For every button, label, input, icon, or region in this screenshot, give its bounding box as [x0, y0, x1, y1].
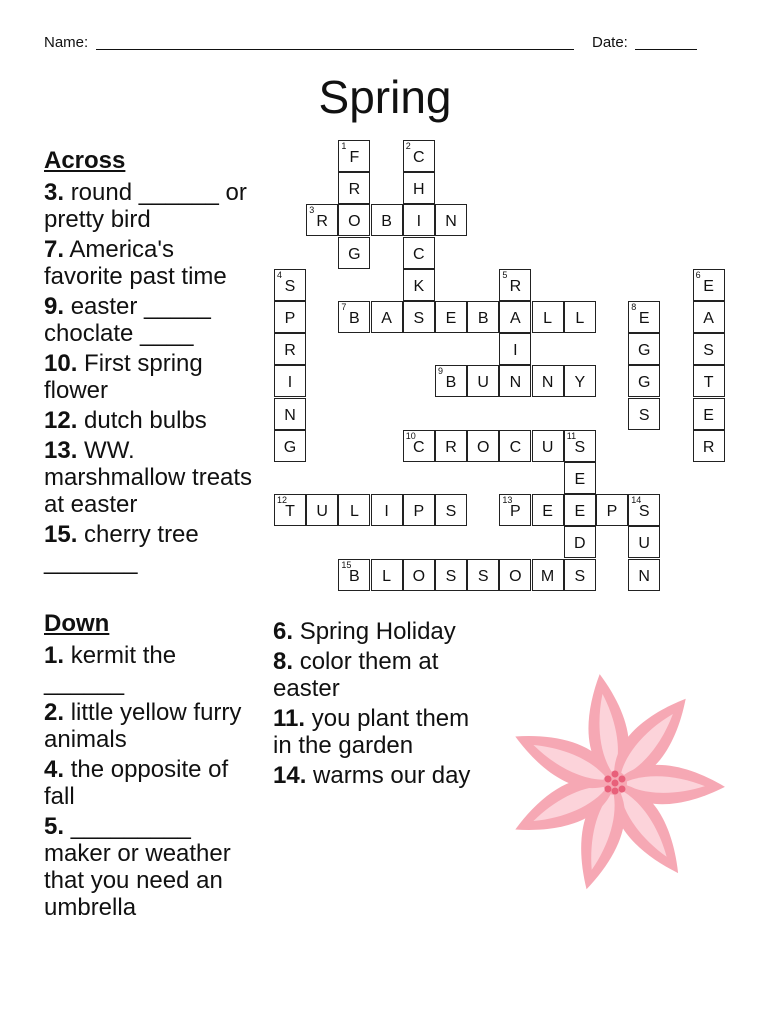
crossword-cell[interactable] [499, 333, 531, 365]
cell-letter: A [510, 310, 521, 327]
clue-text: little yellow furry animals [44, 699, 242, 753]
cell-number: 5 [502, 269, 508, 280]
crossword-cell[interactable] [403, 204, 435, 236]
cell-letter: U [477, 374, 489, 392]
across-clue [44, 521, 254, 575]
cell-letter: R [284, 342, 296, 360]
clue-number: 15. [44, 521, 78, 548]
crossword-cell[interactable] [338, 301, 370, 333]
cell-number: 8 [631, 302, 637, 312]
cell-letter: R [509, 277, 522, 295]
crossword-cell[interactable] [274, 365, 306, 397]
clue-number: 10. [44, 350, 78, 377]
cell-letter: C [413, 149, 425, 166]
cell-letter: U [316, 503, 328, 521]
clue-number: 2. [44, 699, 65, 726]
clue-text: the opposite of fall [44, 756, 229, 810]
cell-letter: G [348, 245, 361, 263]
crossword-cell[interactable] [532, 301, 564, 333]
date-label: Date: [592, 34, 628, 51]
cell-letter: S [284, 277, 296, 295]
cell-number: 2 [405, 141, 411, 151]
cell-letter: L [543, 310, 553, 327]
crossword-cell[interactable] [628, 333, 660, 365]
crossword-cell[interactable] [338, 237, 370, 269]
crossword-cell[interactable] [564, 526, 596, 558]
cell-letter: I [416, 213, 422, 231]
cell-letter: G [637, 342, 651, 360]
cell-letter: U [541, 438, 554, 456]
clue-number: 4. [44, 756, 65, 783]
crossword-cell[interactable] [435, 430, 467, 462]
clue-text: America's favorite past time [44, 236, 227, 290]
crossword-cell[interactable] [499, 559, 531, 591]
crossword-cell[interactable] [435, 301, 467, 333]
cell-letter: G [637, 374, 651, 392]
clue-number: 6. [273, 618, 294, 645]
crossword-cell[interactable] [403, 172, 435, 204]
cell-letter: S [574, 567, 586, 585]
crossword-cell[interactable] [628, 494, 660, 526]
clue-text: kermit the ______ [44, 642, 177, 696]
cell-letter: E [542, 503, 553, 521]
across-clues [44, 147, 254, 578]
crossword-cell[interactable] [564, 430, 596, 462]
crossword-cell[interactable] [338, 140, 370, 172]
across-clue [44, 437, 254, 518]
crossword-cell[interactable] [693, 301, 725, 333]
cell-letter: S [638, 503, 650, 521]
cell-letter: I [513, 342, 518, 360]
crossword-cell[interactable] [274, 333, 306, 365]
cell-letter: E [703, 277, 714, 295]
down-clues [44, 610, 259, 924]
down-clue [273, 648, 473, 702]
down-clue [273, 705, 473, 759]
cell-letter: L [382, 567, 392, 585]
clue-number: 14. [273, 762, 307, 789]
clue-text: you plant them in the garden [273, 705, 470, 759]
cell-number: 13 [502, 495, 513, 506]
clue-text: warms our day [313, 762, 471, 789]
cell-number: 9 [438, 366, 444, 377]
crossword-cell[interactable] [467, 365, 499, 397]
crossword-cell[interactable] [693, 430, 725, 462]
clue-number: 7. [44, 236, 65, 263]
crossword-cell[interactable] [403, 559, 435, 591]
crossword-cell[interactable] [499, 494, 531, 526]
cell-letter: L [575, 310, 585, 327]
cell-letter: S [703, 342, 714, 360]
clue-text: WW. marshmallow treats at easter [44, 437, 253, 518]
clue-number: 9. [44, 293, 65, 320]
clue-text: Spring Holiday [299, 618, 456, 645]
cell-letter: N [509, 374, 522, 392]
name-line[interactable] [96, 49, 574, 50]
clue-text: First spring flower [44, 350, 203, 404]
cell-letter: Y [574, 374, 586, 392]
down-clue [44, 813, 259, 921]
cell-letter: P [284, 310, 296, 327]
cell-number: 15 [341, 559, 352, 570]
clue-text: round ______ or pretty bird [44, 179, 247, 233]
down-clue [44, 756, 259, 810]
crossword-cell[interactable] [628, 559, 660, 591]
crossword-cell[interactable] [532, 559, 564, 591]
crossword-cell[interactable] [564, 301, 596, 333]
clue-number: 11. [273, 705, 306, 732]
clue-text: easter _____ choclate ____ [44, 293, 211, 347]
clue-number: 12. [44, 407, 78, 434]
cell-number: 14 [631, 495, 642, 506]
crossword-cell[interactable] [499, 365, 531, 397]
crossword-cell[interactable] [693, 333, 725, 365]
down-clue [44, 699, 259, 753]
cell-letter: O [348, 213, 361, 231]
cell-letter: S [638, 406, 650, 424]
crossword-cell[interactable] [499, 430, 531, 462]
clue-number: 3. [44, 179, 65, 206]
cell-letter: E [574, 471, 586, 488]
cell-letter: R [445, 438, 457, 456]
crossword-cell[interactable] [435, 204, 467, 236]
crossword-cell[interactable] [693, 269, 725, 301]
clue-text: color them at easter [273, 648, 439, 702]
crossword-cell[interactable] [435, 559, 467, 591]
crossword-cell[interactable] [371, 301, 403, 333]
crossword-cell[interactable] [628, 301, 660, 333]
cell-letter: N [445, 213, 457, 231]
crossword-cell[interactable] [564, 462, 596, 494]
crossword-cell[interactable] [274, 494, 306, 526]
name-label: Name: [44, 34, 89, 51]
cell-letter: S [477, 567, 489, 585]
clue-text: _________ maker or weather that you need an umbrella [44, 813, 231, 921]
crossword-cell[interactable] [532, 494, 564, 526]
crossword-cell[interactable] [274, 430, 306, 462]
cell-letter: S [574, 438, 586, 456]
crossword-cell[interactable] [628, 365, 660, 397]
clue-number: 13. [44, 437, 78, 464]
crossword-cell[interactable] [274, 269, 306, 301]
cell-letter: G [283, 438, 297, 456]
crossword-cell[interactable] [499, 269, 531, 301]
header [44, 34, 704, 54]
cell-letter: O [476, 438, 490, 456]
cell-letter: P [510, 503, 521, 521]
cell-letter: N [638, 567, 650, 585]
cell-letter: I [287, 374, 293, 392]
crossword-cell[interactable] [403, 430, 435, 462]
cell-letter: D [574, 535, 586, 553]
crossword-cell[interactable] [467, 430, 499, 462]
cell-number: 12 [277, 495, 288, 506]
cell-number: 10 [405, 430, 416, 441]
crossword-cell[interactable] [274, 398, 306, 430]
cell-letter: P [606, 503, 618, 521]
clue-text: cherry tree _______ [44, 521, 199, 575]
crossword-cell[interactable] [403, 237, 435, 269]
crossword-cell[interactable] [274, 301, 306, 333]
crossword-cell[interactable] [338, 494, 370, 526]
crossword-cell[interactable] [403, 140, 435, 172]
cell-letter: E [574, 503, 586, 521]
cell-letter: B [445, 374, 457, 392]
clue-text: dutch bulbs [84, 407, 207, 434]
crossword-cell[interactable] [693, 398, 725, 430]
cell-letter: B [381, 213, 392, 231]
cell-number: 11 [566, 430, 577, 441]
cell-letter: E [703, 406, 714, 424]
cell-letter: C [413, 245, 425, 263]
cell-letter: L [349, 503, 359, 521]
crossword-cell[interactable] [306, 204, 338, 236]
crossword-cell[interactable] [564, 365, 596, 397]
down-clue [273, 762, 473, 789]
crossword-cell[interactable] [371, 559, 403, 591]
cell-number: 6 [695, 269, 701, 280]
down-clues-continued [273, 618, 473, 792]
cell-letter: N [284, 406, 296, 424]
down-clue [44, 642, 259, 696]
cell-letter: F [349, 149, 360, 166]
crossword-cell[interactable] [564, 559, 596, 591]
crossword-cell[interactable] [693, 365, 725, 397]
crossword-cell[interactable] [532, 365, 564, 397]
crossword-cell[interactable] [628, 526, 660, 558]
across-clue [44, 236, 254, 290]
cell-letter: T [703, 374, 714, 392]
cell-letter: S [445, 567, 457, 585]
cell-letter: U [638, 535, 650, 553]
cell-letter: N [541, 374, 554, 392]
crossword-cell[interactable] [467, 301, 499, 333]
crossword-cell[interactable] [306, 494, 338, 526]
cell-number: 3 [309, 205, 315, 216]
crossword-cell[interactable] [467, 559, 499, 591]
crossword-cell[interactable] [371, 494, 403, 526]
crossword-cell[interactable] [628, 398, 660, 430]
cell-letter: E [638, 310, 650, 327]
across-heading: Across [44, 147, 126, 174]
cell-number: 1 [341, 141, 347, 151]
cell-number: 7 [341, 302, 347, 312]
down-heading: Down [44, 610, 110, 637]
cell-letter: A [381, 310, 392, 327]
across-clue [44, 179, 254, 233]
crossword-cell[interactable] [435, 365, 467, 397]
crossword-cell[interactable] [435, 494, 467, 526]
crossword-cell[interactable] [564, 494, 596, 526]
cell-letter: S [445, 503, 457, 521]
across-clue [44, 293, 254, 347]
date-line[interactable] [635, 49, 697, 50]
cell-letter: T [285, 503, 295, 521]
cell-letter: H [413, 181, 425, 199]
cell-letter: R [316, 213, 328, 231]
across-clue [44, 407, 254, 434]
crossword-cell[interactable] [403, 269, 435, 301]
cell-letter: I [384, 503, 389, 521]
crossword-cell[interactable] [338, 172, 370, 204]
cell-letter: P [413, 503, 425, 521]
crossword-cell[interactable] [596, 494, 628, 526]
cell-letter: B [477, 310, 489, 327]
flower-icon [505, 668, 725, 898]
crossword-cell[interactable] [532, 430, 564, 462]
cell-letter: C [509, 438, 522, 456]
cell-letter: C [413, 438, 425, 456]
cell-letter: S [413, 310, 425, 327]
clue-number: 5. [44, 813, 65, 840]
crossword-cell[interactable] [403, 301, 435, 333]
cell-letter: B [349, 567, 360, 585]
clue-number: 8. [273, 648, 294, 675]
cell-letter: R [348, 181, 361, 199]
crossword-cell[interactable] [371, 204, 403, 236]
across-clue [44, 350, 254, 404]
cell-letter: R [702, 438, 715, 456]
clue-number: 1. [44, 642, 65, 669]
cell-number: 4 [277, 269, 283, 280]
cell-letter: E [445, 310, 457, 327]
cell-letter: M [540, 567, 555, 585]
crossword-cell[interactable] [338, 204, 370, 236]
cell-letter: B [349, 310, 360, 327]
cell-letter: O [412, 567, 426, 585]
crossword-cell[interactable] [403, 494, 435, 526]
crossword-cell[interactable] [499, 301, 531, 333]
page-title: Spring [318, 71, 452, 123]
crossword-cell[interactable] [338, 559, 370, 591]
cell-letter: A [703, 310, 714, 327]
down-clue [273, 618, 473, 645]
cell-letter: K [413, 277, 425, 295]
cell-letter: O [509, 567, 522, 585]
